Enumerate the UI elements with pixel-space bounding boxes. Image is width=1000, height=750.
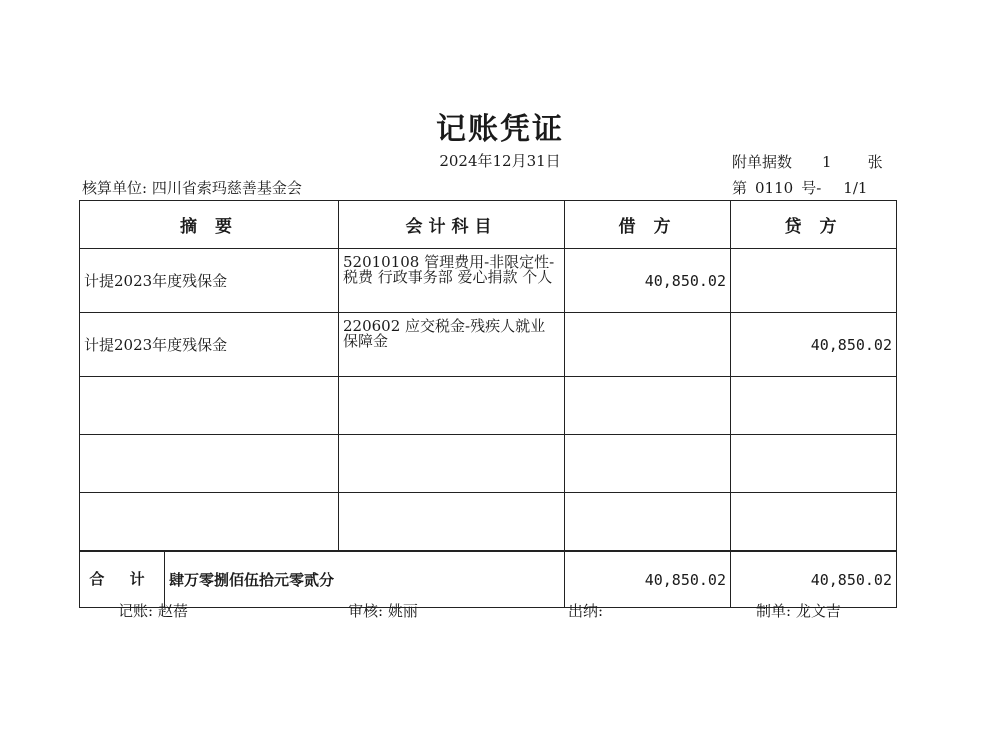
attachment-count (732, 151, 883, 172)
entry-summary: 计提2023年度残保金 (80, 249, 339, 313)
voucher-number (732, 177, 867, 198)
voucher-number-prefix: 第 (732, 179, 748, 197)
table-row-empty (80, 435, 897, 493)
entry-debit (565, 313, 731, 377)
table-header (80, 201, 897, 249)
voucher-title: 记账凭证 (436, 112, 564, 147)
total-credit: 40,850.02 (731, 551, 897, 608)
table-row (80, 249, 897, 313)
attachment-number: 1 (822, 153, 832, 171)
voucher-table (79, 200, 897, 608)
attachment-unit: 张 (867, 153, 883, 171)
voucher-number-suffix: 号- (801, 179, 822, 197)
attachment-label: 附单据数 (732, 153, 793, 171)
entry-credit (731, 249, 897, 313)
total-debit: 40,850.02 (565, 551, 731, 608)
signature-reviewer: 审核: 姚丽 (348, 602, 418, 620)
accounting-unit (82, 177, 302, 198)
total-label: 合 计 (80, 552, 165, 607)
entry-account: 220602 应交税金-残疾人就业保障金 (339, 313, 565, 377)
signature-preparer: 制单: 龙文吉 (756, 602, 841, 620)
entry-debit: 40,850.02 (565, 249, 731, 313)
voucher-page: 1/1 (843, 179, 868, 197)
table-row (80, 313, 897, 377)
accounting-unit-label: 核算单位: (82, 179, 148, 197)
entry-summary: 计提2023年度残保金 (80, 313, 339, 377)
voucher-number-value: 0110 (755, 179, 794, 197)
table-row-empty (80, 377, 897, 435)
voucher-date: 2024年12月31日 (439, 152, 561, 170)
accounting-unit-value: 四川省索玛慈善基金会 (151, 179, 302, 197)
header-account: 会计科目 (339, 201, 565, 249)
total-amount-in-words: 肆万零捌佰伍拾元零贰分 (169, 571, 335, 589)
entry-credit: 40,850.02 (731, 313, 897, 377)
header-summary: 摘 要 (80, 201, 339, 249)
header-debit: 借 方 (565, 201, 731, 249)
signature-cashier: 出纳: (568, 602, 604, 620)
entry-account: 52010108 管理费用-非限定性-税费 行政事务部 爱心捐款 个人 (339, 249, 565, 313)
signature-bookkeeper: 记账: 赵蓓 (118, 602, 188, 620)
header-credit: 贷 方 (731, 201, 897, 249)
table-row-empty (80, 493, 897, 552)
